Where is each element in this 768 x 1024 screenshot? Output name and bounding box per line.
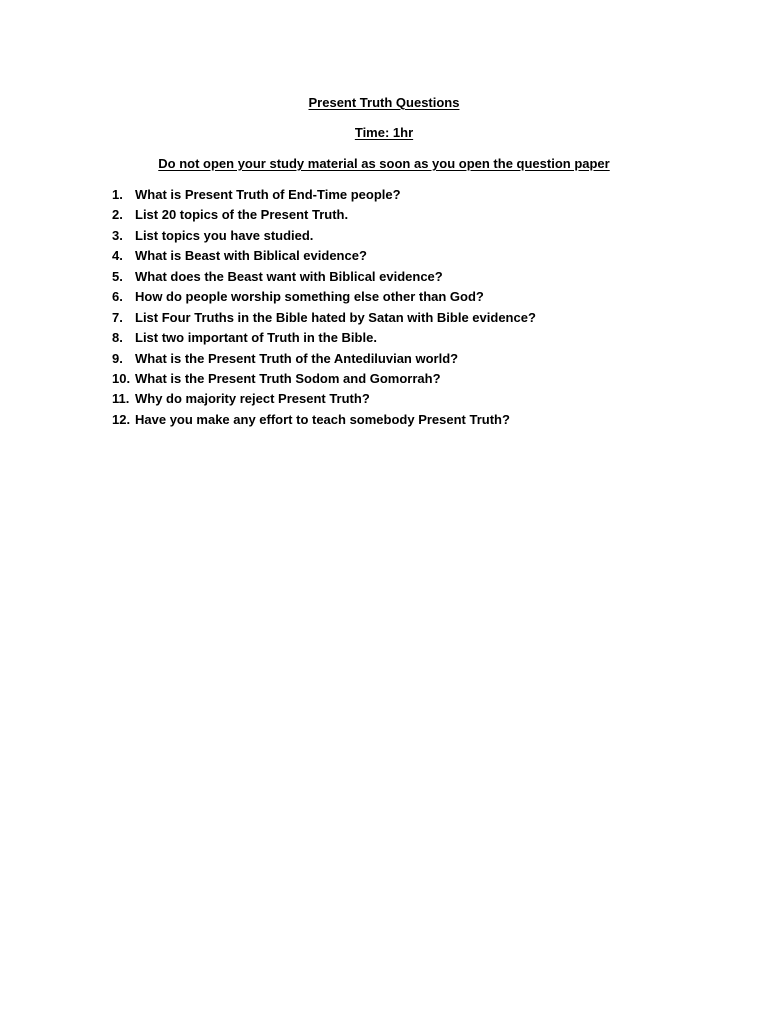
page-title <box>0 95 768 111</box>
question-item <box>112 187 536 207</box>
question-item <box>112 371 536 391</box>
question-number: 3. <box>112 227 123 243</box>
question-number: 10. <box>112 370 131 386</box>
question-list <box>112 187 536 432</box>
question-item <box>112 248 536 268</box>
question-number: 12. <box>112 411 131 427</box>
question-text: What is the Present Truth Sodom and Gomorrah? <box>135 370 441 386</box>
question-text: List two important of Truth in the Bible. <box>135 330 377 346</box>
question-number: 11. <box>112 391 130 407</box>
question-number: 4. <box>112 248 123 264</box>
question-number: 2. <box>112 207 123 223</box>
question-text: How do people worship something else other than God? <box>135 289 484 305</box>
question-number: 5. <box>112 268 123 284</box>
instruction <box>0 156 768 172</box>
question-item <box>112 207 536 227</box>
question-number: 9. <box>112 350 123 366</box>
question-number: 6. <box>112 289 123 305</box>
question-text: Have you make any effort to teach somebody Present Truth? <box>135 411 510 427</box>
question-item <box>112 228 536 248</box>
question-text: List 20 topics of the Present Truth. <box>135 207 349 223</box>
question-item <box>112 330 536 350</box>
page-title-text: Present Truth Questions <box>308 95 460 110</box>
question-item <box>112 412 536 432</box>
question-text: List Four Truths in the Bible hated by Satan with Bible evidence? <box>135 309 536 325</box>
question-number: 1. <box>112 187 123 202</box>
question-item <box>112 289 536 309</box>
question-item <box>112 310 536 330</box>
question-number: 7. <box>112 309 123 325</box>
question-item <box>112 269 536 289</box>
question-text: What is Present Truth of End-Time people? <box>135 187 401 202</box>
time-allowed-text: Time: 1hr <box>354 125 414 140</box>
instruction-text: Do not open your study material as soon as you open the question paper <box>158 156 610 171</box>
question-item <box>112 351 536 371</box>
question-text: List topics you have studied. <box>135 227 314 243</box>
question-text: Why do majority reject Present Truth? <box>135 391 370 407</box>
time-allowed <box>0 125 768 141</box>
question-text: What is Beast with Biblical evidence? <box>135 248 367 264</box>
question-number: 8. <box>112 330 123 346</box>
question-text: What is the Present Truth of the Antediluvian world? <box>135 350 459 366</box>
question-item <box>112 391 536 411</box>
question-text: What does the Beast want with Biblical evidence? <box>135 268 443 284</box>
